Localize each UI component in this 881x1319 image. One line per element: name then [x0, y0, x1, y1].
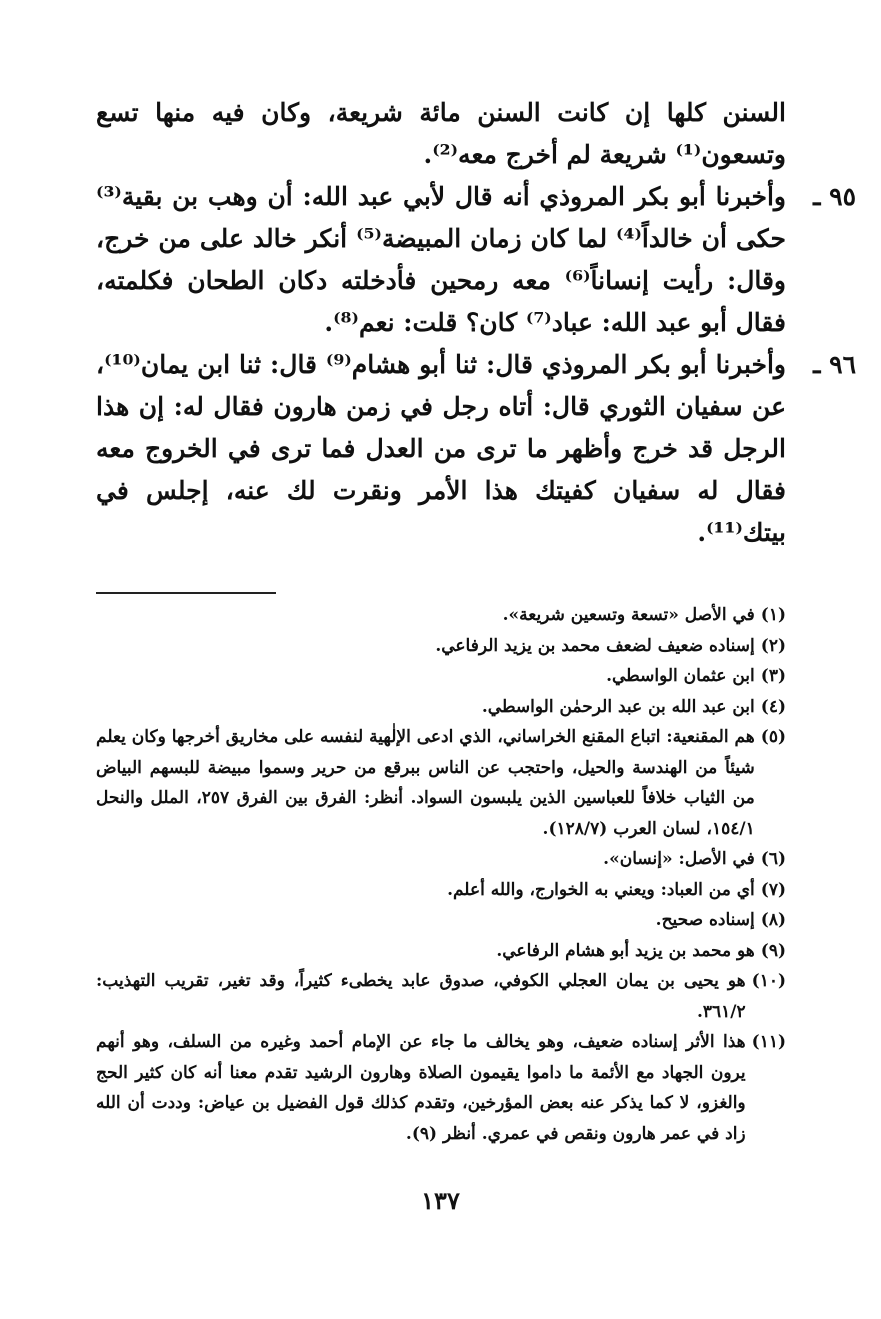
footnote-text: هم المقنعية: اتباع المقنع الخراساني، الذي ادعى الإلٰهية لنفسه على مخاريق أخرجها وكان يعلم شيئاً من الهندسة والحيل، واحتجب عن الناس ببرقع من حرير وسموا مبيضة للبسهم البياض من الثياب خلافاً للعباسين الذين يلبسون السواد. أنظر: الفرق بين الفرق ٢٥٧، الملل والنحل ١٥٤/١، لسان العرب (١٢٨/٧).: [96, 727, 755, 839]
page-number: ١٣٧: [421, 1186, 460, 1215]
footnote: [96, 631, 786, 662]
hadith-number: ٩٦ ـ: [813, 350, 856, 379]
footnote-text: في الأصل «تسعة وتسعين شريعة».: [502, 605, 755, 625]
footnote: [96, 875, 786, 906]
footnote-number: (٢): [760, 635, 786, 656]
footnote: [96, 905, 786, 936]
footnote: [96, 661, 786, 692]
footnote-text: أي من العباد: ويعني به الخوارج، والله أعلم.: [447, 879, 755, 900]
footnote: [96, 966, 786, 1027]
paragraph-text: وأخبرنا أبو بكر المروذي أنه قال لأبي عبد الله: أن وهب بن بقية⁽³⁾ حكى أن خالداً⁽⁴⁾ لما كان زمان المبيضة⁽⁵⁾ أنكر خالد على من خرج، وقال: رأيت إنساناً⁽⁶⁾ معه رمحين فأدخلته دكان الطحان فكلمته، فقال أبو عبد الله: عباد⁽⁷⁾ كان؟ قلت: نعم⁽⁸⁾.: [96, 182, 787, 337]
page-body: [96, 92, 856, 1149]
footnote-text: هو يحيى بن يمان العجلي الكوفي، صدوق عابد يخطىء كثيراً، وقد تغير، تقريب التهذيب: ٣٦١/٢.: [96, 971, 746, 1022]
footnote-number: (١): [760, 605, 786, 625]
footnote-number: (٩): [760, 940, 786, 961]
paragraph-hadith-95: [96, 176, 856, 344]
main-text: [96, 92, 856, 554]
footnote-number: (٨): [760, 910, 786, 930]
paragraph-text: السنن كلها إن كانت السنن مائة شريعة، وكان فيه منها تسع وتسعون⁽¹⁾ شريعة لم أخرج معه⁽²⁾.: [96, 98, 786, 169]
footnote-number: (٣): [760, 666, 786, 686]
paragraph-continuation: [96, 92, 786, 176]
footnote-number: (٥): [760, 727, 786, 747]
paragraph-text: وأخبرنا أبو بكر المروذي قال: ثنا أبو هشام⁽⁹⁾ قال: ثنا ابن يمان⁽¹⁰⁾، عن سفيان الثوري قال: أتاه رجل في زمن هارون فقال له: إن هذا الرجل قد خرج وأظهر ما ترى من العدل فما ترى في الخروج معه فقال له سفيان كفيتك هذا الأمر ونقرت لك عنه، إجلس في بيتك⁽¹¹⁾.: [96, 350, 786, 547]
footnote-text: في الأصل: «إنسان».: [603, 849, 755, 869]
footnote-number: (٧): [760, 879, 786, 900]
footnote-divider: [96, 592, 276, 594]
footnotes: [96, 600, 786, 1149]
footnote-text: ابن عثمان الواسطي.: [606, 666, 755, 686]
footnote-text: هذا الأثر إسناده ضعيف، وهو يخالف ما جاء عن الإمام أحمد وغيره من السلف، وهو أنهم يرون الجهاد مع الأئمة ما داموا يقيمون الصلاة وهارون الرشيد تقدم معنا أنه كان كثير الحج والغزو، لا كما يذكر عنه بعض المؤرخين، وتقدم كذلك قول الفضيل بن عياض: وددت أن الله زاد في عمر هارون ونقص في عمري. أنظر (٩).: [96, 1032, 746, 1144]
footnote: [96, 692, 786, 723]
footnote-number: (٦): [760, 849, 786, 869]
footnote: [96, 1027, 786, 1149]
hadith-number: ٩٥ ـ: [813, 182, 856, 211]
footnote-number: (٤): [760, 696, 786, 717]
footnote-text: ابن عبد الله بن عبد الرحمٰن الواسطي.: [481, 696, 755, 717]
paragraph-hadith-96: [96, 344, 856, 554]
footnote-text: إسناده ضعيف لضعف محمد بن يزيد الرفاعي.: [435, 635, 755, 656]
footnote-text: إسناده صحيح.: [655, 910, 755, 930]
footnote-number: (١٠): [751, 971, 786, 991]
footnote-number: (١١): [751, 1032, 786, 1052]
footnote-text: هو محمد بن يزيد أبو هشام الرفاعي.: [496, 940, 755, 961]
footnote: [96, 936, 786, 967]
footnote: [96, 722, 786, 844]
footnote: [96, 844, 786, 875]
footnote: [96, 600, 786, 631]
